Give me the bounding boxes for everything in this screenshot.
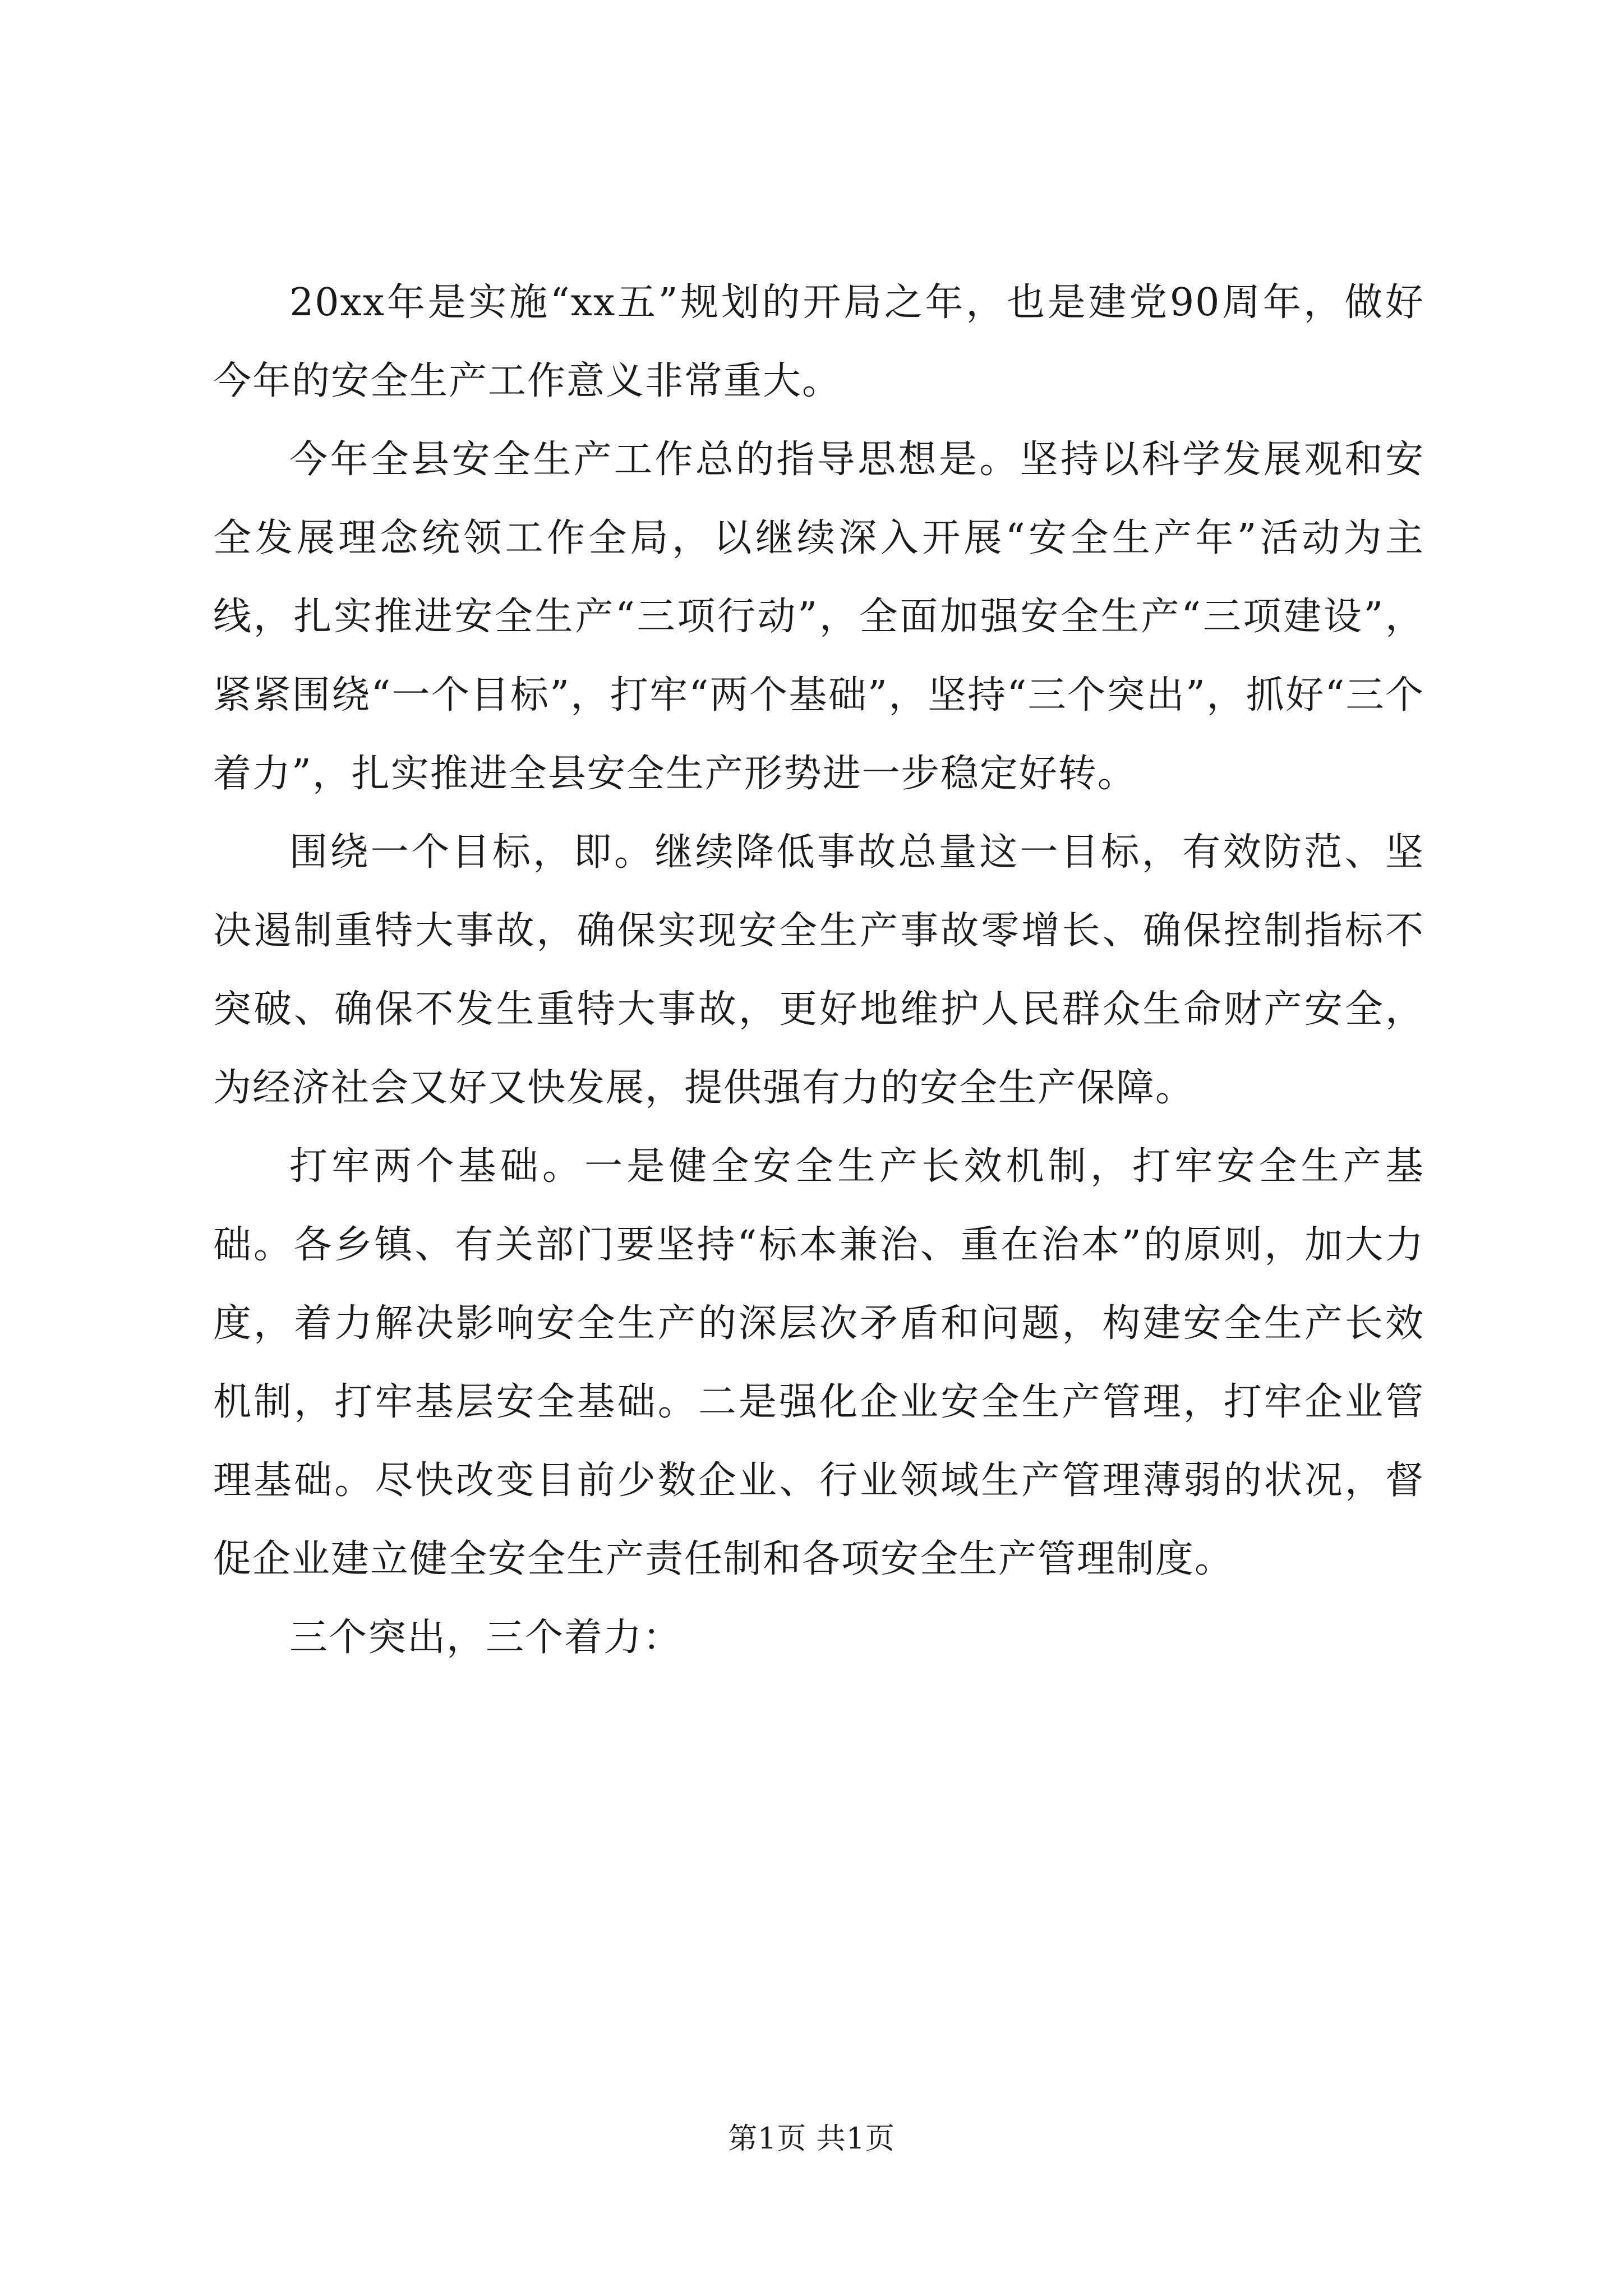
document-body bbox=[213, 264, 1424, 1677]
paragraph-one-goal: 围绕一个目标，即。继续降低事故总量这一目标，有效防范、坚决遏制重特大事故，确保实现安全生产事故零增长、确保控制指标不突破、确保不发生重特大事故，更好地维护人民群众生命财产安全，为经济社会又好又快发展，提供强有力的安全生产保障。 bbox=[213, 830, 1424, 1110]
paragraph-three-highlights: 三个突出，三个着力： bbox=[289, 1616, 683, 1660]
paragraph-guiding-thought: 今年全县安全生产工作总的指导思想是。坚持以科学发展观和安全发展理念统领工作全局，以继续深入开展“安全生产年”活动为主线，扎实推进安全生产“三项行动”，全面加强安全生产“三项建设”，紧紧围绕“一个目标”，打牢“两个基础”，坚持“三个突出”，抓好“三个着力”，扎实推进全县安全生产形势进一步稳定好转。 bbox=[213, 438, 1424, 796]
page-footer: 第1页 共1页 bbox=[728, 2122, 895, 2156]
paragraph-intro: 20xx年是实施“xx五”规划的开局之年，也是建党90周年，做好今年的安全生产工作意义非常重大。 bbox=[213, 280, 1424, 403]
paragraph-two-foundations: 打牢两个基础。一是健全安全生产长效机制，打牢安全生产基础。各乡镇、有关部门要坚持“标本兼治、重在治本”的原则，加大力度，着力解决影响安全生产的深层次矛盾和问题，构建安全生产长效机制，打牢基层安全基础。二是强化企业安全生产管理，打牢企业管理基础。尽快改变目前少数企业、行业领域生产管理薄弱的状况，督促企业建立健全安全生产责任制和各项安全生产管理制度。 bbox=[213, 1144, 1424, 1581]
